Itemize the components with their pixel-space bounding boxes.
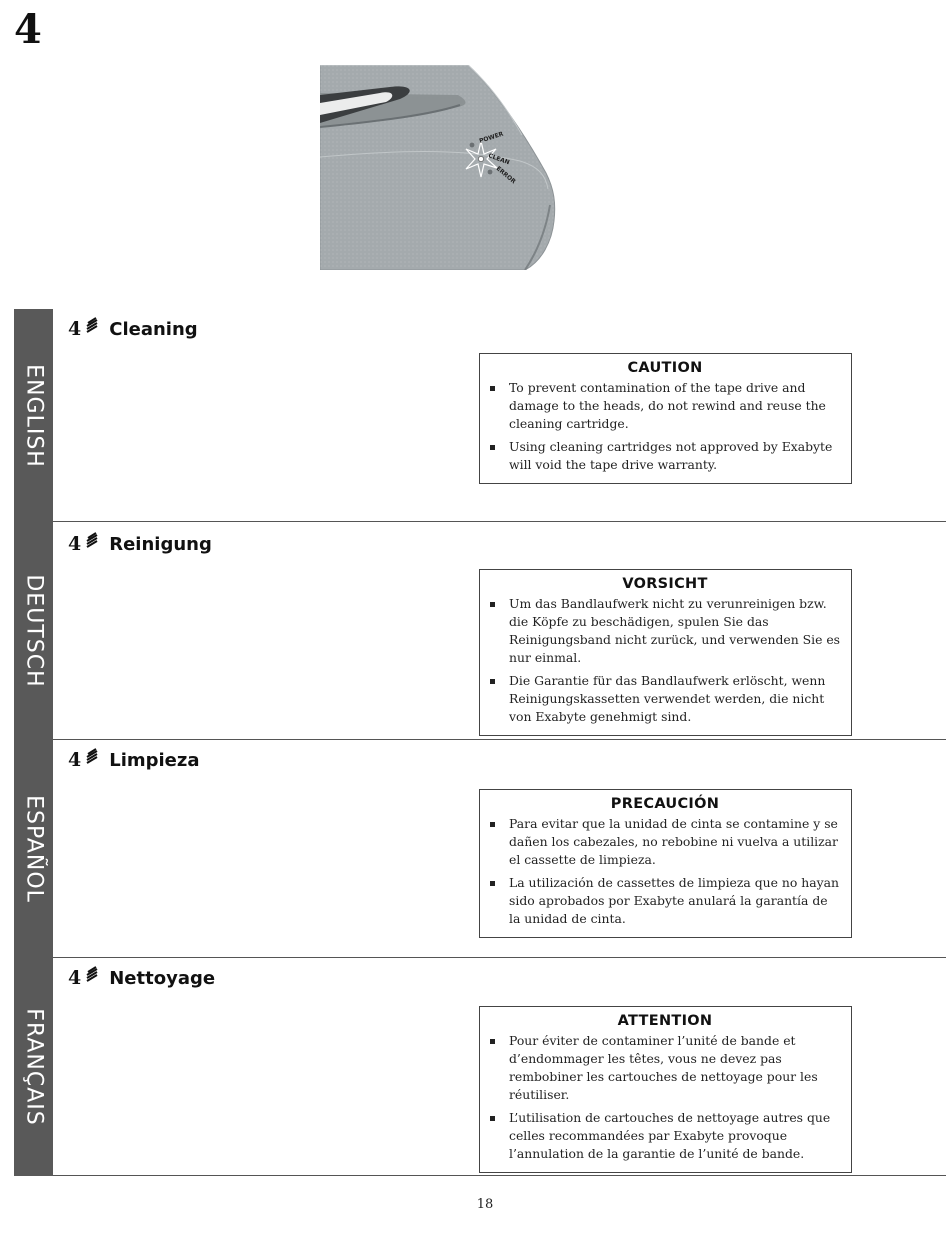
caution-bullet: Using cleaning cartridges not approved by Exabyte will void the tape drive warranty. xyxy=(489,438,841,474)
power-led xyxy=(470,143,475,148)
caution-box xyxy=(479,789,852,938)
language-tab-francais: FRANÇAIS xyxy=(14,958,53,1176)
caution-box xyxy=(479,1006,852,1173)
clean-led xyxy=(478,156,483,161)
cleaning-cartridge-icon xyxy=(85,966,99,984)
page-step-number: 4 xyxy=(14,6,42,53)
cleaning-cartridge-icon xyxy=(85,532,99,550)
step-title: Cleaning xyxy=(109,319,198,340)
clean-label: CLEAN xyxy=(487,152,511,167)
step-heading xyxy=(68,317,198,340)
caution-title: VORSICHT xyxy=(622,576,708,592)
step-title: Limpieza xyxy=(109,750,200,771)
caution-bullet: Um das Bandlaufwerk nicht zu verunreinigen bzw. die Köpfe zu beschädigen, spulen Sie das Reinigungsband nicht zurück, und verwenden Sie es nur einmal. xyxy=(489,595,841,667)
language-tab-espanol: ESPAÑOL xyxy=(14,740,53,958)
caution-bullet: Pour éviter de contaminer l’unité de bande et d’endommager les têtes, vous ne devez pas rembobiner les cartouches de nettoyage pour les réutiliser. xyxy=(489,1032,841,1104)
step-title: Nettoyage xyxy=(109,968,216,989)
section-divider xyxy=(53,1175,946,1176)
page-number: 18 xyxy=(476,1197,494,1212)
caution-bullet: Para evitar que la unidad de cinta se contamine y se dañen los cabezales, no rebobine ni vuelva a utilizar el cassette de limpieza. xyxy=(489,815,841,869)
step-number: 4 xyxy=(68,533,82,555)
step-heading xyxy=(68,532,212,555)
step-number: 4 xyxy=(68,749,82,771)
caution-bullet: L’utilisation de cartouches de nettoyage autres que celles recommandées par Exabyte provoque l’annulation de la garantie de l’unité de bande. xyxy=(489,1109,841,1163)
caution-title: ATTENTION xyxy=(617,1013,713,1029)
caution-bullet: La utilización de cassettes de limpieza que no hayan sido aprobados por Exabyte anulará la garantía de la unidad de cinta. xyxy=(489,874,841,928)
caution-bullet: Die Garantie für das Bandlaufwerk erlöscht, wenn Reinigungskassetten verwendet werden, die nicht von Exabyte genehmigt sind. xyxy=(489,672,841,726)
caution-bullet: To prevent contamination of the tape drive and damage to the heads, do not rewind and reuse the cleaning cartridge. xyxy=(489,379,841,433)
language-tab-deutsch: DEUTSCH xyxy=(14,522,53,740)
cleaning-cartridge-icon xyxy=(85,748,99,766)
tape-drive-illustration xyxy=(320,65,556,270)
section-english xyxy=(14,309,946,522)
step-number: 4 xyxy=(68,967,82,989)
power-label: POWER xyxy=(478,130,505,145)
caution-box xyxy=(479,569,852,736)
caution-title: CAUTION xyxy=(627,360,703,376)
section-espanol xyxy=(14,740,946,958)
error-label: ERROR xyxy=(494,165,517,186)
step-heading xyxy=(68,748,200,771)
caution-box xyxy=(479,353,852,484)
caution-title: PRECAUCIÓN xyxy=(610,796,720,812)
section-deutsch xyxy=(14,522,946,740)
cleaning-cartridge-icon xyxy=(85,317,99,335)
step-title: Reinigung xyxy=(109,534,212,555)
section-francais xyxy=(14,958,946,1176)
error-led xyxy=(488,170,493,175)
step-heading xyxy=(68,966,215,989)
step-number: 4 xyxy=(68,318,82,340)
language-tab-english: ENGLISH xyxy=(14,309,53,522)
